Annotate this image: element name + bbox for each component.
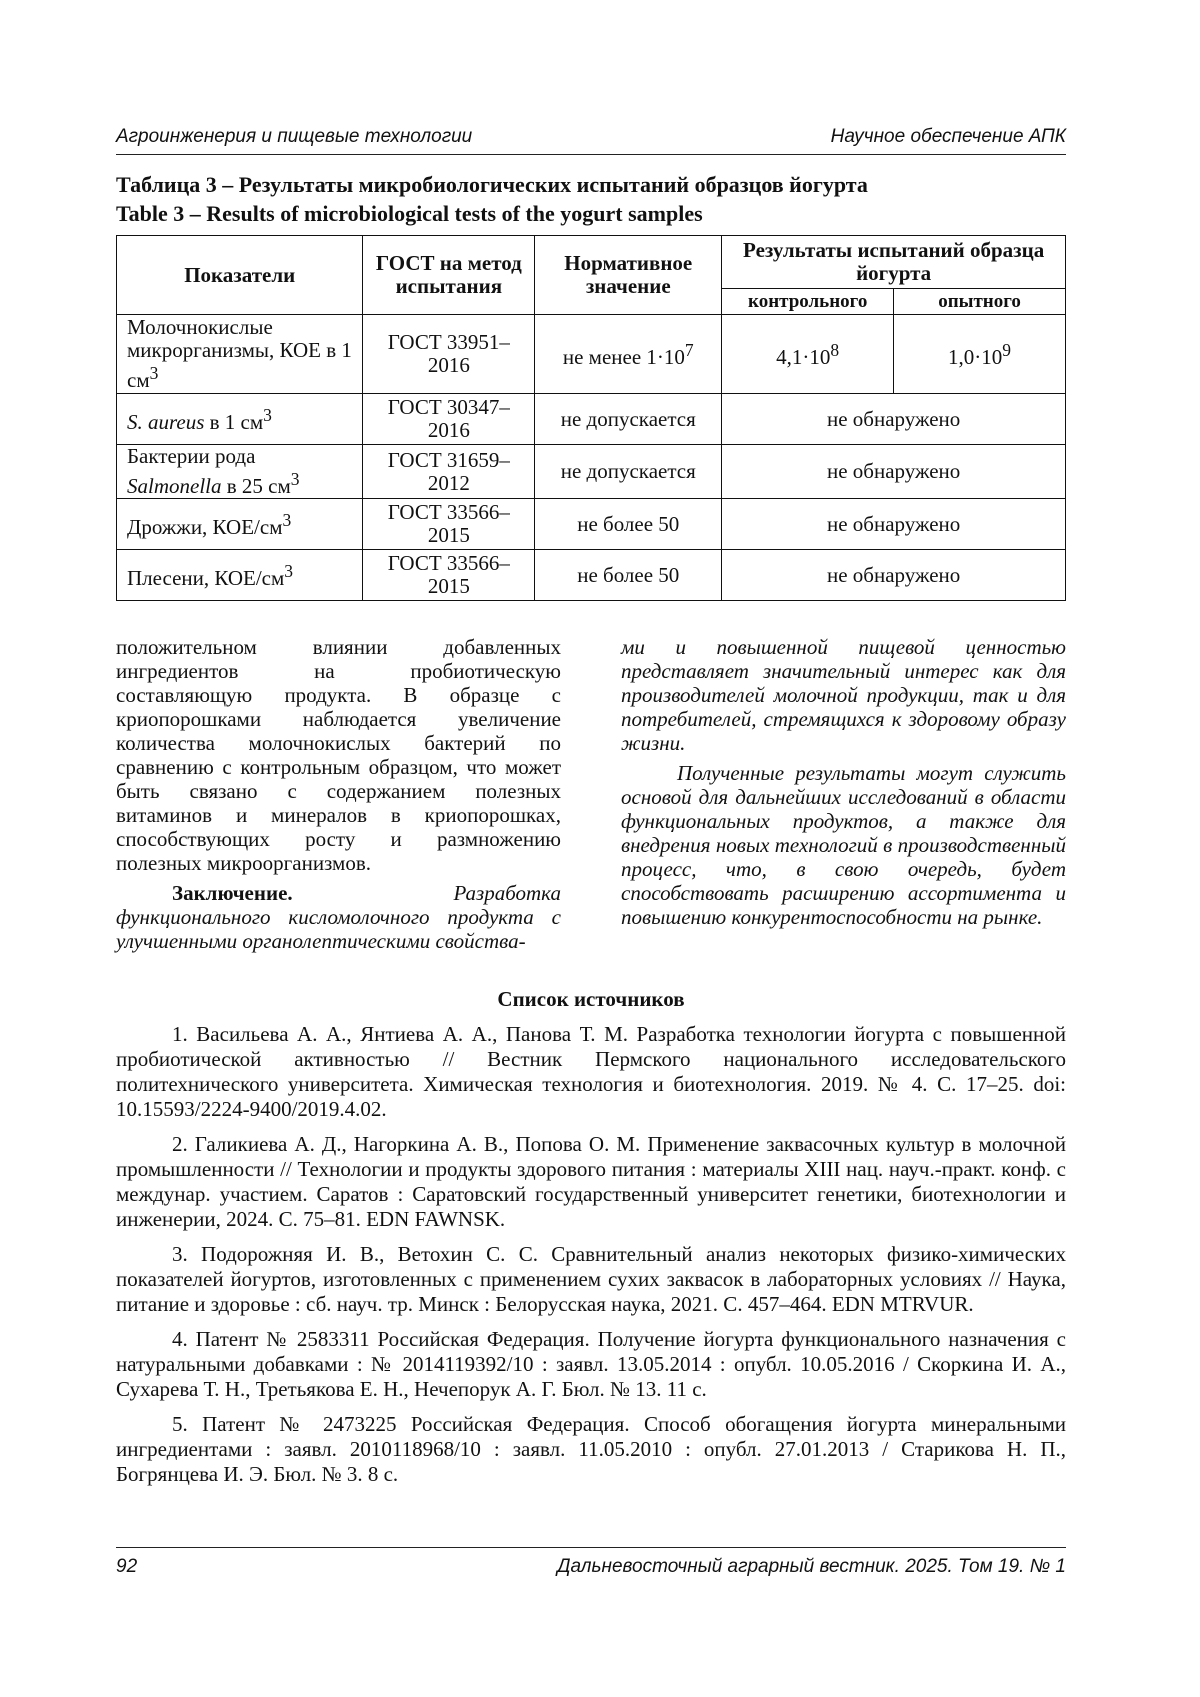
- unit-superscript: 3: [284, 561, 294, 581]
- indicator-text: Молочнокислые микрорганизмы, КОЕ в 1 см: [127, 315, 352, 392]
- table-caption-ru: Таблица 3 – Результаты микробиологических испытаний образцов йогурта: [116, 172, 868, 197]
- results-table: [116, 235, 1066, 601]
- cell-result: не обнаружено: [722, 499, 1066, 550]
- journal-citation: Дальневосточный аграрный вестник. 2025. Том 19. № 1: [557, 1556, 1066, 1577]
- control-base: 4,1·10: [776, 345, 831, 369]
- header-indicator: Показатели: [117, 236, 363, 315]
- header-results: Результаты испытаний образца йогурта: [722, 236, 1066, 289]
- conclusion-paragraph: [116, 881, 561, 953]
- cell-result: не обнаружено: [722, 394, 1066, 445]
- cell-gost: ГОСТ 31659–2012: [363, 445, 535, 499]
- page-number: 92: [116, 1556, 138, 1577]
- indicator-text: Дрожжи, КОЕ/см: [127, 515, 283, 539]
- table-caption: [116, 170, 1066, 228]
- cell-indicator: [117, 550, 363, 601]
- reference-item: 1. Васильева А. А., Янтиева А. А., Панова Т. М. Разработка технологии йогурта с повышенной пробиотической активностью // Вестник Пермского национального исследовательского политехнического университета. Химическая технология и биотехнология. 2019. № 4. С. 17–25. doi: 10.15593/2224-9400/2019.4.02.: [116, 1022, 1066, 1121]
- body-column-left: [116, 635, 561, 953]
- unit-superscript: 3: [282, 510, 292, 530]
- conclusion-text: Разработка функционального кисломолочного продукта с улучшенными органолептическими свойства-: [116, 881, 561, 953]
- header-journal-section: Научное обеспечение АПК: [830, 126, 1066, 147]
- conclusion-heading: Заключение.: [172, 881, 293, 905]
- indicator-italic: S. aureus: [127, 410, 205, 434]
- running-header: [116, 124, 1066, 155]
- cell-control: [722, 315, 894, 394]
- cell-indicator: [117, 315, 363, 394]
- table-header-row: [117, 236, 1066, 289]
- reference-item: 5. Патент № 2473225 Российская Федерация. Способ обогащения йогурта минеральными ингредиентами : заявл. 2010118968/10 : заявл. 11.05.2010 : опубл. 27.01.2013 / Старикова Н. П., Богрянцева И. Э. Бюл. № 3. 8 с.: [116, 1412, 1066, 1486]
- cell-indicator: [117, 394, 363, 445]
- body-paragraph: Полученные результаты могут служить основой для дальнейших исследований в области функциональных продуктов, а также для внедрения новых технологий в производственный процесс, что, в свою очередь, будет способствовать расширению ассортимента и повышению конкурентоспособности на рынке.: [621, 761, 1066, 929]
- cell-indicator: [117, 499, 363, 550]
- cell-result: не обнаружено: [722, 550, 1066, 601]
- cell-norm: не допускается: [535, 445, 722, 499]
- cell-gost: ГОСТ 33566–2015: [363, 499, 535, 550]
- indicator-text: в 1 см: [204, 410, 264, 434]
- reference-item: 2. Галикиева А. Д., Нагоркина А. В., Попова О. М. Применение заквасочных культур в молочной промышленности // Технологии и продукты здорового питания : материалы XIII нац. науч.-практ. конф. с междунар. участием. Саратов : Саратовский государственный университет генетики, биотехнологии и инженерии, 2024. С. 75–81. EDN FAWNSK.: [116, 1132, 1066, 1231]
- cell-norm: не более 50: [535, 550, 722, 601]
- cell-gost: ГОСТ 33566–2015: [363, 550, 535, 601]
- reference-item: 3. Подорожняя И. В., Ветохин С. С. Сравнительный анализ некоторых физико-химических показателей йогуртов, изготовленных с применением сухих заквасок в лабораторных условиях // Наука, питание и здоровье : сб. науч. тр. Минск : Белорусская наука, 2021. С. 457–464. EDN MTRVUR.: [116, 1242, 1066, 1316]
- cell-norm: не более 50: [535, 499, 722, 550]
- indicator-text-rest: в 25 см: [221, 474, 291, 498]
- cell-gost: ГОСТ 30347–2016: [363, 394, 535, 445]
- norm-base: не менее 1·10: [562, 345, 685, 369]
- body-paragraph: положительном влиянии добавленных ингредиентов на пробиотическую составляющую продукта. В образце с криопорошками наблюдается увеличение количества молочнокислых бактерий по сравнению с контрольным образцом, что может быть связано с содержанием полезных витаминов и минералов в криопорошках, способствующих росту и размножению полезных микроорганизмов.: [116, 635, 561, 875]
- table-row: [117, 550, 1066, 601]
- cell-experimental: [894, 315, 1066, 394]
- references-title: Список источников: [497, 987, 685, 1011]
- header-section-title: Агроинженерия и пищевые технологии: [116, 126, 473, 147]
- table-row: [117, 445, 1066, 499]
- reference-item: 4. Патент № 2583311 Российская Федерация. Получение йогурта функционального назначения с натуральными добавками : № 2014119392/10 : заявл. 13.05.2014 : опубл. 10.05.2016 / Скоркина И. А., Сухарева Т. Н., Третьякова Е. Н., Нечепорук А. Г. Бюл. № 13. 11 с.: [116, 1327, 1066, 1401]
- header-control: контрольного: [722, 289, 894, 315]
- experimental-base: 1,0·10: [948, 345, 1003, 369]
- indicator-text: Бактерии рода: [127, 444, 256, 468]
- norm-exponent: 7: [684, 340, 694, 360]
- table-row: [117, 394, 1066, 445]
- experimental-exponent: 9: [1002, 340, 1012, 360]
- body-column-right: [621, 635, 1066, 929]
- table-row: [117, 499, 1066, 550]
- control-exponent: 8: [830, 340, 840, 360]
- cell-result: не обнаружено: [722, 445, 1066, 499]
- cell-norm: [535, 315, 722, 394]
- unit-superscript: 3: [149, 363, 159, 383]
- cell-indicator: [117, 445, 363, 499]
- cell-gost: ГОСТ 33951–2016: [363, 315, 535, 394]
- table-row: [117, 315, 1066, 394]
- table-caption-en: Table 3 – Results of microbiological tests of the yogurt samples: [116, 201, 703, 226]
- page-footer: [116, 1547, 1066, 1580]
- references-list: [116, 1022, 1066, 1497]
- header-gost-method: ГОСТ на метод испытания: [363, 236, 535, 315]
- unit-superscript: 3: [290, 469, 300, 489]
- body-paragraph: ми и повышенной пищевой ценностью представляет значительный интерес как для производителей молочной продукции, так и для потребителей, стремящихся к здоровому образу жизни.: [621, 635, 1066, 755]
- header-normative: Нормативное значение: [535, 236, 722, 315]
- header-experimental: опытного: [894, 289, 1066, 315]
- indicator-italic: Salmonella: [127, 474, 222, 498]
- indicator-text: Плесени, КОЕ/см: [127, 566, 285, 590]
- unit-superscript: 3: [263, 405, 272, 425]
- cell-norm: не допускается: [535, 394, 722, 445]
